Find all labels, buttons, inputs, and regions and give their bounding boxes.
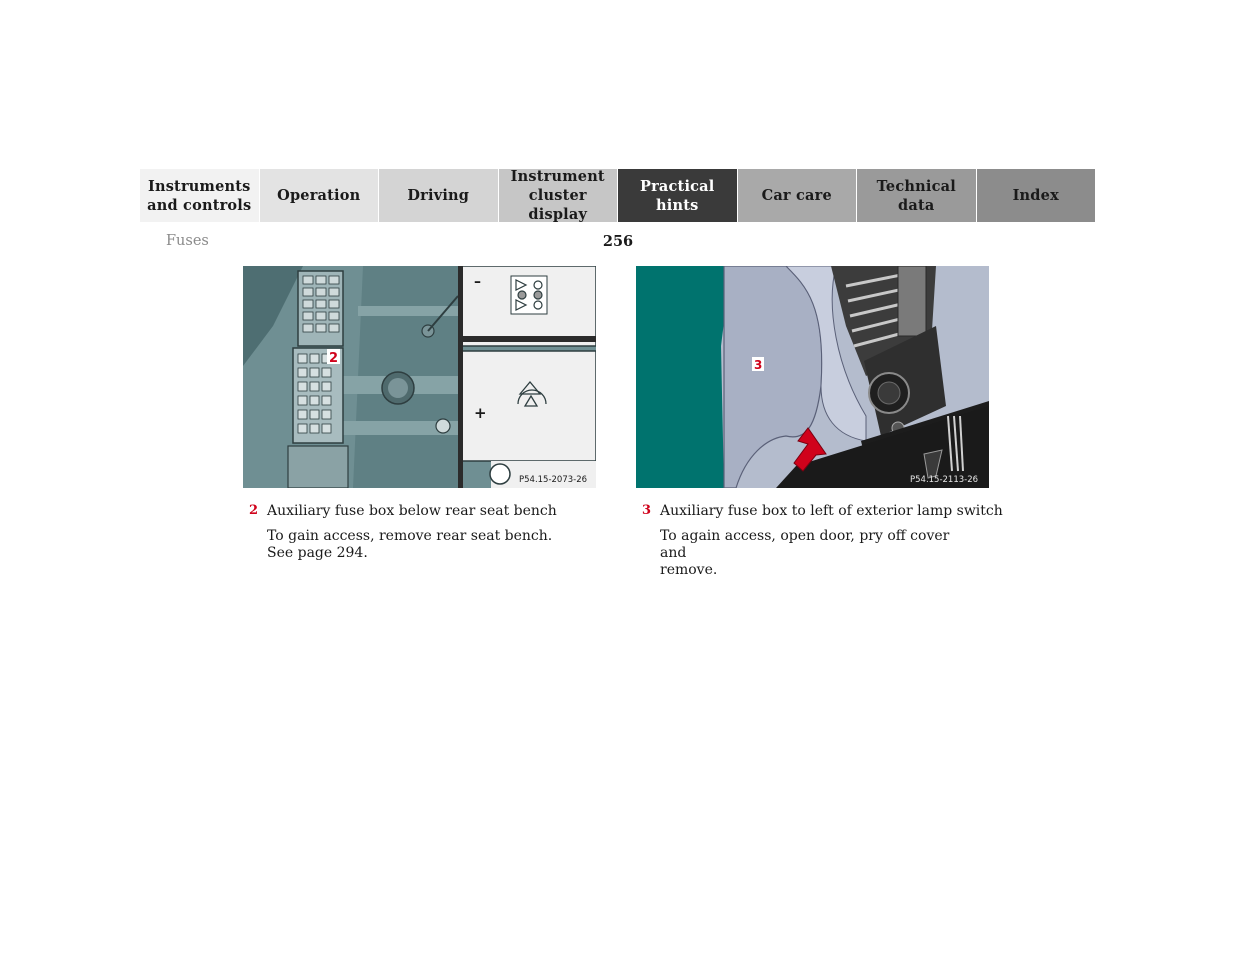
figure-code-left: P54.15-2073-26 — [519, 475, 588, 485]
item-3-instructions: To again access, open door, pry off cover and remove. — [660, 528, 950, 578]
item-2-instructions: To gain access, remove rear seat bench. See page 294. — [267, 528, 553, 561]
tab-driving[interactable]: Driving — [379, 169, 499, 222]
rear-seat-fuse-box-illustration — [243, 266, 596, 488]
page-number: 256 — [602, 233, 634, 250]
callout-2: 2 — [329, 351, 339, 366]
battery-minus-label: – — [474, 274, 481, 290]
tab-instrument-cluster-display[interactable]: Instrument cluster display — [499, 169, 619, 222]
figure-code-right: P54.15-2113-26 — [910, 475, 979, 485]
section-title: Fuses — [166, 233, 209, 249]
item-2-number: 2 — [249, 503, 259, 518]
tab-operation[interactable]: Operation — [260, 169, 380, 222]
callout-3: 3 — [754, 358, 763, 372]
chapter-tabs — [140, 169, 1095, 222]
item-2-title: Auxiliary fuse box below rear seat bench — [267, 503, 557, 519]
tab-index[interactable]: Index — [977, 169, 1096, 222]
tab-car-care[interactable]: Car care — [738, 169, 858, 222]
item-3-number: 3 — [642, 503, 652, 518]
tab-instruments-and-controls[interactable]: Instruments and controls — [140, 169, 260, 222]
tab-practical-hints[interactable]: Practical hints — [618, 169, 738, 222]
tab-technical-data[interactable]: Technical data — [857, 169, 977, 222]
battery-plus-label: + — [474, 404, 487, 422]
lamp-switch-fuse-box-illustration — [636, 266, 989, 488]
item-3-title: Auxiliary fuse box to left of exterior lamp switch — [660, 503, 1003, 519]
